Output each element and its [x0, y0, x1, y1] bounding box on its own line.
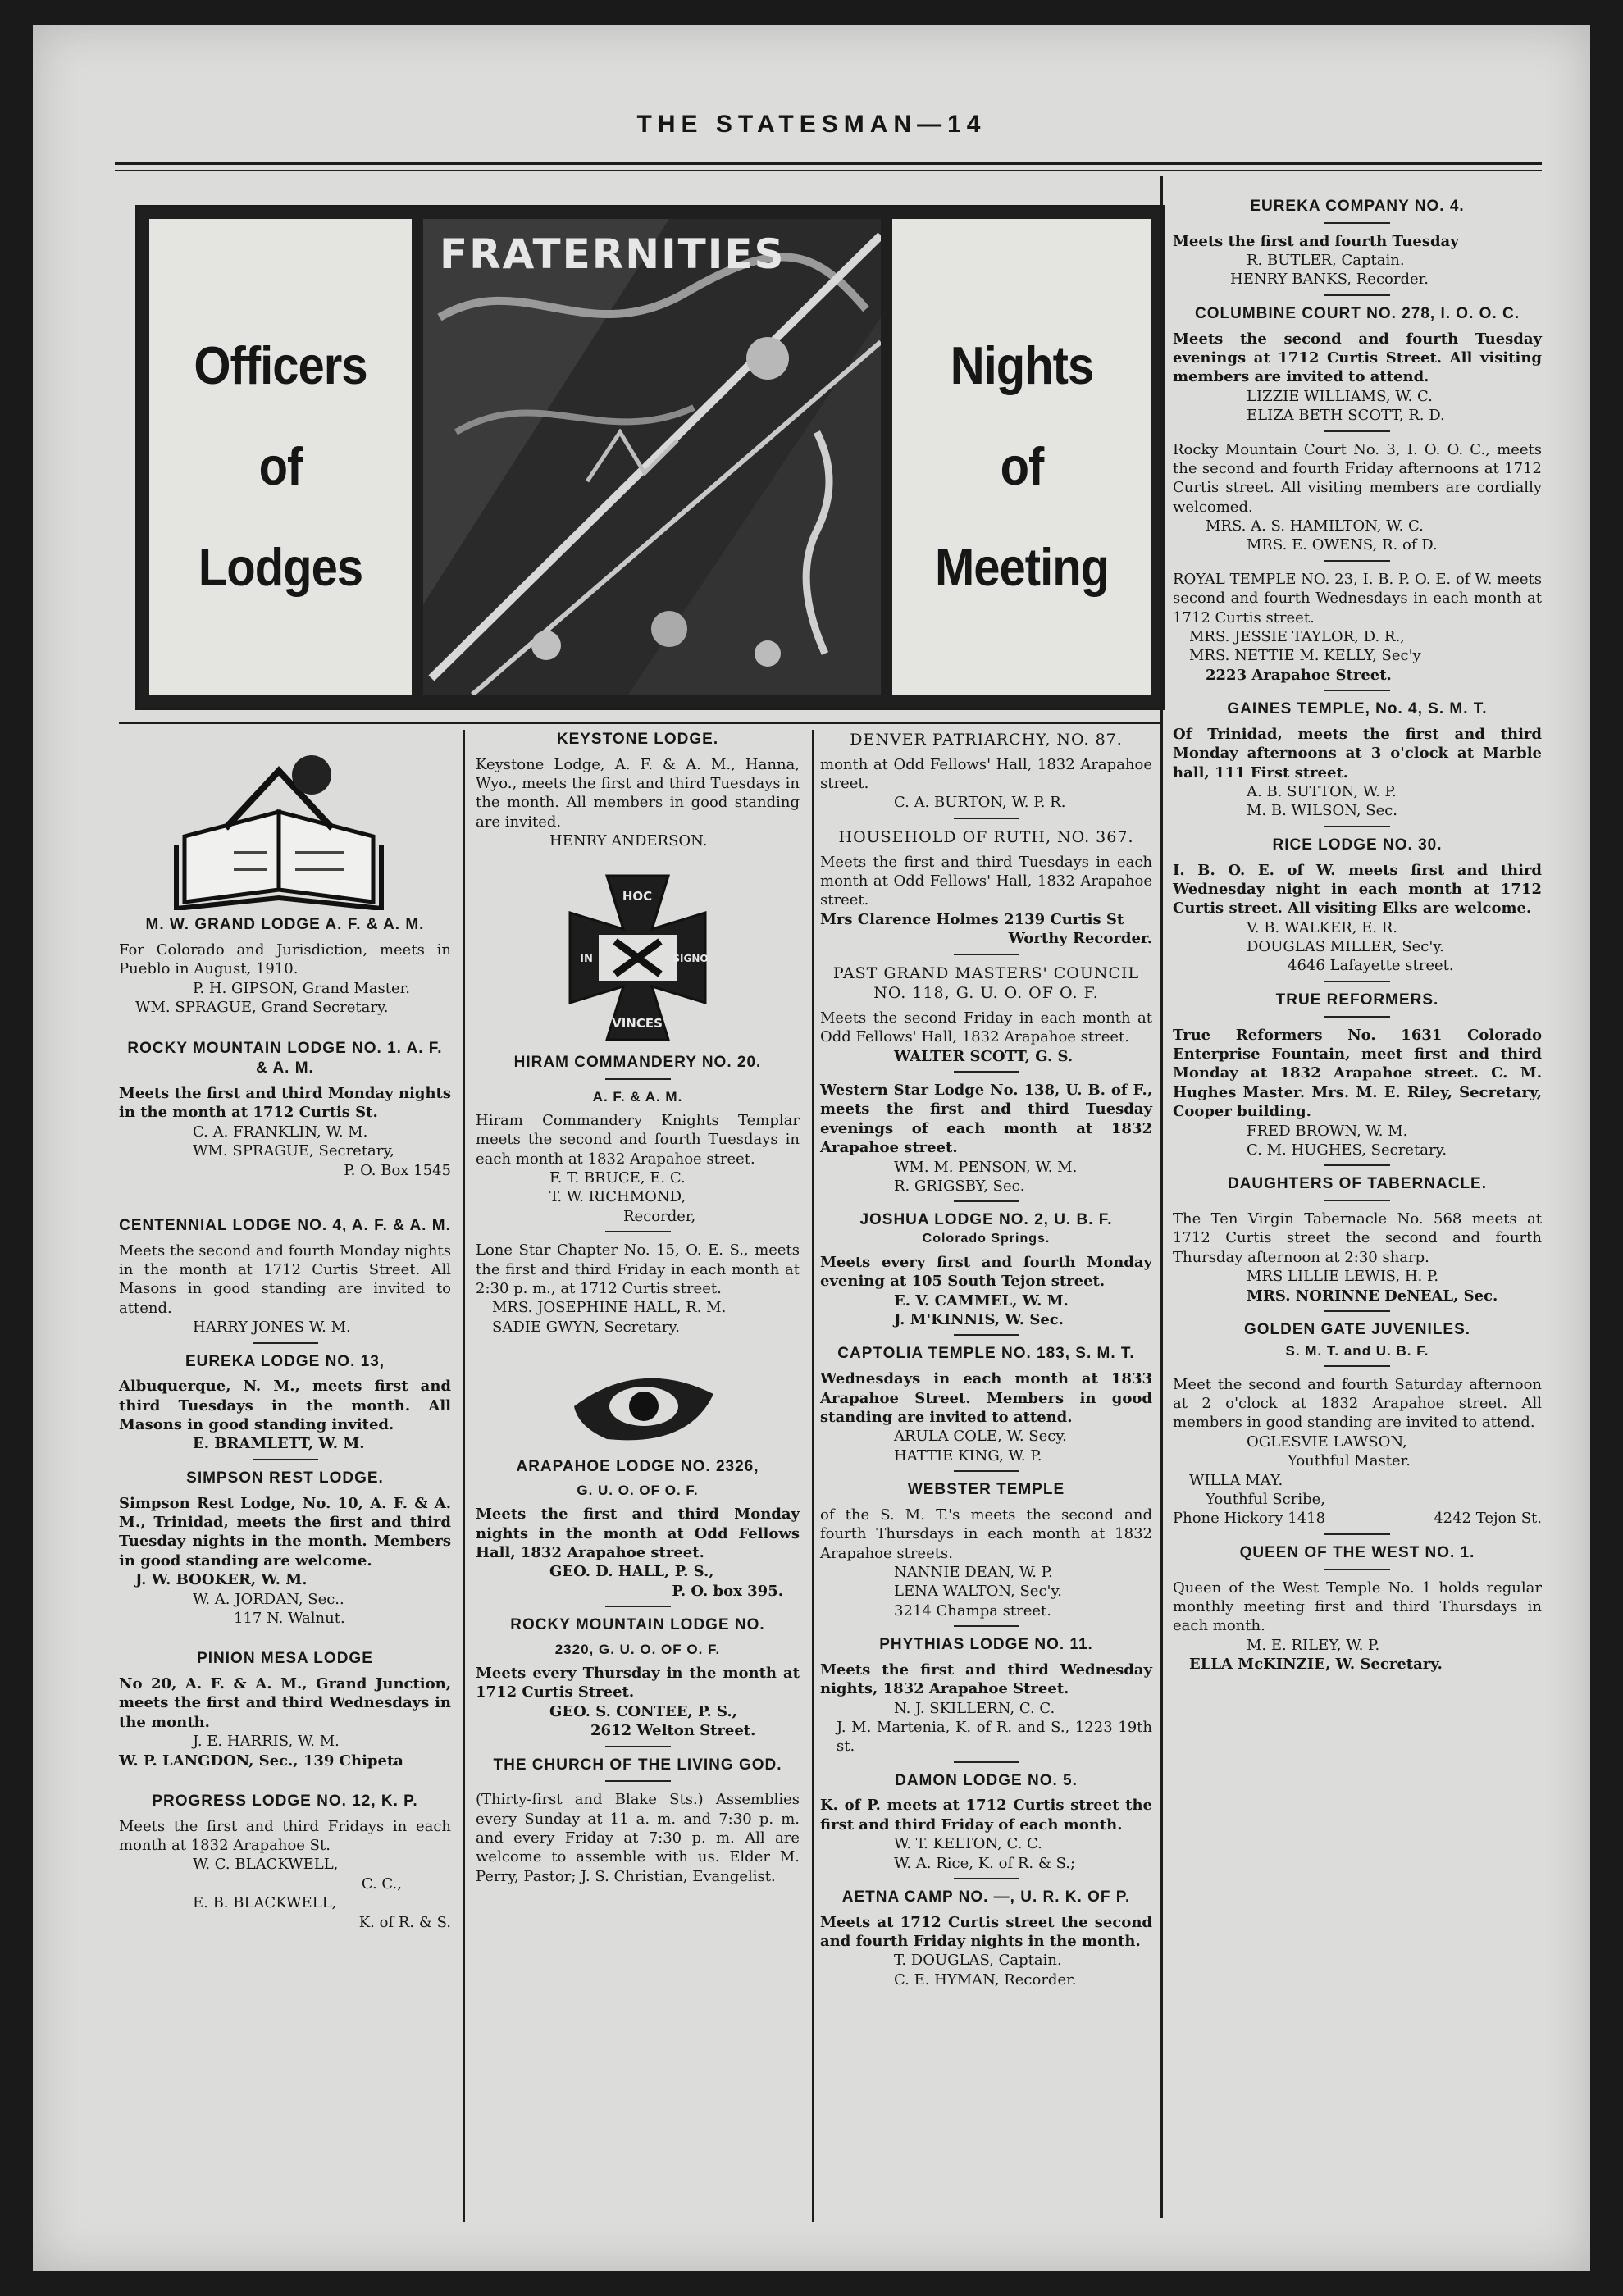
rocky-mountain-lodge-text: Meets the first and third Monday nights in the month at 1712 Curtis St.: [119, 1085, 451, 1122]
queen-west-text: Queen of the West Temple No. 1 holds regular monthly meeting first and third Thursdays in each month.: [1173, 1578, 1542, 1635]
damon-lodge-cc: W. T. KELTON, C. C.: [894, 1835, 1042, 1853]
phythias-lodge-title: PHYTHIAS LODGE NO. 11.: [879, 1636, 1093, 1654]
true-reformers-text: True Reformers No. 1631 Colorado Enterprise Fountain, meet first and third Monday at 1832 Arapahoe street. C. M. Hughes Master. Mrs. M. E. Riley, Secretary, Cooper building.: [1173, 1026, 1542, 1121]
denver-patriarchy-text: month at Odd Fellows' Hall, 1832 Arapahoe street.: [820, 755, 1152, 793]
joshua-lodge-sec: J. M'KINNIS, W. Sec.: [894, 1311, 1064, 1329]
eureka-company-captain: R. BUTLER, Captain.: [1247, 252, 1405, 270]
rocky-mountain-lodge-title: ROCKY MOUNTAIN LODGE NO. 1. A. F. & A. M.: [127, 1039, 443, 1077]
simpson-rest-lodge-title: SIMPSON REST LODGE.: [186, 1469, 384, 1487]
grand-lodge-title: M. W. GRAND LODGE A. F. & A. M.: [145, 916, 425, 934]
aetna-camp-recorder: C. E. HYMAN, Recorder.: [894, 1970, 1077, 1988]
banner-left-line-3: Lodges: [198, 538, 363, 599]
royal-temple-dr: MRS. JESSIE TAYLOR, D. R.,: [1189, 628, 1405, 646]
column-divider-2: [812, 730, 814, 2222]
banner-left-line-2: of: [258, 437, 303, 497]
progress-lodge-krs-name: E. B. BLACKWELL,: [193, 1894, 337, 1912]
aetna-camp-captain: T. DOUGLAS, Captain.: [894, 1952, 1062, 1970]
golden-gate-juveniles-contact: [1173, 1509, 1542, 1528]
golden-gate-juveniles-title: GOLDEN GATE JUVENILES.: [1243, 1320, 1471, 1338]
column-3: [820, 730, 1152, 1989]
joshua-lodge-title: JOSHUA LODGE NO. 2, U. B. F.: [859, 1211, 1113, 1229]
column-2: [476, 730, 800, 1886]
captolia-temple-wp: HATTIE KING, W. P.: [894, 1446, 1042, 1465]
captolia-temple-title: CAPTOLIA TEMPLE NO. 183, S. M. T.: [837, 1345, 1135, 1363]
eureka-lodge-text: Albuquerque, N. M., meets first and third Tuesdays in the month. All Masons in good standing invited.: [119, 1378, 451, 1434]
daughters-tabernacle-text: The Ten Virgin Tabernacle No. 568 meets at 1712 Curtis street the second and fourth Thursday afternoon at 2:30 sharp.: [1173, 1210, 1542, 1266]
queen-west-wp: M. E. RILEY, W. P.: [1247, 1636, 1380, 1654]
rocky-mountain-odd-fellows-title: ROCKY MOUNTAIN LODGE NO.: [510, 1616, 765, 1634]
captolia-temple-text: Wednesdays in each month at 1833 Arapahoe Street. Members in good standing are invited to attend.: [820, 1370, 1152, 1426]
arapahoe-lodge-ps: GEO. D. HALL, P. S.,: [549, 1563, 714, 1581]
eureka-company-text: Meets the first and fourth Tuesday: [1173, 232, 1459, 250]
daughters-tabernacle-title: DAUGHTERS OF TABERNACLE.: [1227, 1175, 1488, 1193]
progress-lodge-cc-name: W. C. BLACKWELL,: [193, 1856, 339, 1874]
household-ruth-text: Meets the first and third Tuesdays in each month at Odd Fellows' Hall, 1832 Arapahoe street.: [820, 853, 1152, 909]
rice-lodge-er: V. B. WALKER, E. R.: [1247, 918, 1397, 936]
cross-right-word: SIGNO: [672, 952, 709, 964]
banner-left-panel: [149, 219, 412, 695]
eye-emblem: [476, 1361, 800, 1451]
column-4: [1173, 197, 1542, 1674]
golden-gate-juveniles-text: Meet the second and fourth Saturday afternoon at 2 o'clock at 1832 Arapahoe street. All members in good standing are invited to attend.: [1173, 1375, 1542, 1432]
cross-top-word: HOC: [622, 888, 653, 904]
damon-lodge-krs: W. A. Rice, K. of R. & S.;: [894, 1854, 1076, 1872]
simpson-rest-lodge-sec: W. A. JORDAN, Sec..: [193, 1590, 344, 1608]
arapahoe-lodge-subtitle: G. U. O. OF O. F.: [577, 1483, 699, 1499]
royal-temple-text: ROYAL TEMPLE NO. 23, I. B. P. O. E. of W. meets second and fourth Wednesdays in each month at 1712 Curtis street.: [1173, 570, 1542, 626]
webster-temple-secy: LENA WALTON, Sec'y.: [894, 1583, 1062, 1601]
banner-right-panel: [892, 219, 1151, 695]
household-ruth-recorder: Worthy Recorder.: [1008, 930, 1152, 948]
past-grand-masters-gs: WALTER SCOTT, G. S.: [894, 1047, 1074, 1065]
columbine-court-title: COLUMBINE COURT NO. 278, I. O. O. C.: [1195, 304, 1520, 322]
rice-lodge-text: I. B. O. E. of W. meets first and third Wednesday night in each month at 1712 Curtis street. All visiting Elks are welcome.: [1173, 861, 1542, 918]
lone-star-chapter-rm: MRS. JOSEPHINE HALL, R. M.: [492, 1299, 727, 1317]
gaines-temple-text: Of Trinidad, meets the first and third Monday afternoons at 3 o'clock at Marble hall, 111 First street.: [1173, 725, 1542, 781]
centennial-lodge-wm: HARRY JONES W. M.: [193, 1319, 351, 1337]
golden-gate-juveniles-address: 4242 Tejon St.: [1434, 1510, 1542, 1528]
column-divider-1: [463, 730, 465, 2222]
rice-lodge-address: 4646 Lafayette street.: [1288, 957, 1454, 975]
simpson-rest-lodge-text: Simpson Rest Lodge, No. 10, A. F. & A. M., Trinidad, meets the first and third Tuesday nights in the month. Members in good standing are welcome.: [119, 1494, 451, 1569]
rocky-mountain-odd-fellows-subtitle: 2320, G. U. O. OF O. F.: [554, 1641, 721, 1657]
lone-star-chapter-secretary: SADIE GWYN, Secretary.: [492, 1318, 680, 1336]
captolia-temple-secy: ARULA COLE, W. Secy.: [894, 1428, 1067, 1446]
queen-west-secretary: ELLA McKINZIE, W. Secretary.: [1189, 1656, 1443, 1674]
gaines-temple-wp: A. B. SUTTON, W. P.: [1247, 783, 1397, 801]
grand-lodge-text: For Colorado and Jurisdiction, meets in Pueblo in August, 1910.: [119, 941, 451, 978]
gaines-temple-title: GAINES TEMPLE, No. 4, S. M. T.: [1227, 700, 1488, 718]
true-reformers-title: TRUE REFORMERS.: [1275, 991, 1439, 1009]
arapahoe-lodge-title: ARAPAHOE LODGE NO. 2326,: [516, 1457, 759, 1475]
fraternities-illustration: [423, 219, 881, 695]
centennial-lodge-title: CENTENNIAL LODGE NO. 4, A. F. & A. M.: [119, 1216, 451, 1234]
hiram-commandery-ec: F. T. BRUCE, E. C.: [549, 1168, 686, 1187]
progress-lodge-title: PROGRESS LODGE NO. 12, K. P.: [152, 1792, 418, 1810]
rocky-mountain-court-wc: MRS. A. S. HAMILTON, W. C.: [1206, 517, 1424, 535]
keystone-lodge-title: KEYSTONE LODGE.: [556, 731, 719, 748]
fraternities-title: FRATERNITIES: [440, 230, 786, 278]
golden-gate-juveniles-master: Youthful Master.: [1288, 1452, 1411, 1470]
rocky-mountain-lodge-secretary: WM. SPRAGUE, Secretary,: [193, 1142, 394, 1160]
grand-lodge-secretary: WM. SPRAGUE, Grand Secretary.: [135, 999, 389, 1017]
eureka-company-recorder: HENRY BANKS, Recorder.: [1230, 271, 1429, 289]
pinion-mesa-lodge-sec: W. P. LANGDON, Sec., 139 Chipeta: [119, 1752, 403, 1770]
church-living-god-text: (Thirty-first and Blake Sts.) Assemblies every Sunday at 11 a. m. and 7:30 p. m. and every Friday at 7:30 p. m. All are welcome to assemble with us. Elder M. Perry, Pastor; J. S. Christian, Evangelist.: [476, 1791, 800, 1885]
rocky-mountain-odd-fellows-text: Meets every Thursday in the month at 1712 Curtis Street.: [476, 1665, 800, 1702]
fraternities-banner: [135, 205, 1165, 710]
damon-lodge-text: K. of P. meets at 1712 Curtis street the first and third Friday of each month.: [820, 1797, 1152, 1834]
western-star-lodge-wm: WM. M. PENSON, W. M.: [894, 1158, 1078, 1176]
centennial-lodge-text: Meets the second and fourth Monday nights in the month at 1712 Curtis Street. All Masons in good standing are invited to attend.: [119, 1241, 451, 1317]
rocky-mountain-odd-fellows-address: 2612 Welton Street.: [590, 1722, 756, 1740]
templar-cross-emblem: [476, 868, 800, 1048]
rocky-mountain-court-rd: MRS. E. OWENS, R. of D.: [1247, 536, 1438, 554]
webster-temple-address: 3214 Champa street.: [894, 1601, 1052, 1620]
banner-right-line-3: Meeting: [934, 538, 1110, 599]
western-star-lodge-text: Western Star Lodge No. 138, U. B. of F., meets the first and third Tuesday evenings of each month at 1832 Arapahoe street.: [820, 1082, 1152, 1157]
gaines-temple-sec: M. B. WILSON, Sec.: [1247, 802, 1398, 820]
eureka-lodge-title: EUREKA LODGE NO. 13,: [185, 1352, 385, 1370]
hiram-commandery-text: Hiram Commandery Knights Templar meets the second and fourth Tuesdays in each month at 1832 Arapahoe street.: [476, 1111, 800, 1168]
household-ruth-title: HOUSEHOLD OF RUTH, NO. 367.: [838, 827, 1134, 846]
rocky-mountain-lodge-wm: C. A. FRANKLIN, W. M.: [193, 1123, 368, 1141]
golden-gate-juveniles-scribe: Youthful Scribe,: [1206, 1491, 1325, 1509]
denver-patriarchy-title: DENVER PATRIARCHY, NO. 87.: [850, 731, 1123, 749]
royal-temple-secy: MRS. NETTIE M. KELLY, Sec'y: [1189, 647, 1421, 665]
webster-temple-wp: NANNIE DEAN, W. P.: [894, 1563, 1053, 1581]
daughters-tabernacle-hp: MRS LILLIE LEWIS, H. P.: [1247, 1268, 1439, 1286]
masthead: THE STATESMAN—14: [636, 111, 987, 138]
rice-lodge-title: RICE LODGE NO. 30.: [1272, 836, 1443, 854]
masthead-rule-2: [115, 170, 1542, 171]
banner-right-line-1: Nights: [950, 335, 1094, 396]
true-reformers-secretary: C. M. HUGHES, Secretary.: [1247, 1141, 1447, 1159]
golden-gate-juveniles-master-name: OGLESVIE LAWSON,: [1247, 1433, 1407, 1451]
denver-patriarchy-wpr: C. A. BURTON, W. P. R.: [894, 794, 1066, 812]
phythias-lodge-text: Meets the first and third Wednesday nights, 1832 Arapahoe Street.: [820, 1660, 1152, 1698]
household-ruth-recorder-name: Mrs Clarence Holmes 2139 Curtis St: [820, 910, 1124, 928]
banner-right-line-2: of: [1000, 437, 1044, 497]
phythias-lodge-cc: N. J. SKILLERN, C. C.: [894, 1699, 1055, 1717]
lone-star-chapter-text: Lone Star Chapter No. 15, O. E. S., meets the first and third Friday in each month at 2:30 p. m., at 1712 Curtis street.: [476, 1241, 800, 1297]
aetna-camp-title: AETNA CAMP NO. —, U. R. K. OF P.: [841, 1888, 1131, 1906]
western-star-lodge-sec: R. GRIGSBY, Sec.: [894, 1178, 1025, 1195]
rocky-mountain-lodge-box: P. O. Box 1545: [344, 1161, 451, 1179]
past-grand-masters-title: PAST GRAND MASTERS' COUNCIL NO. 118, G. U. O. OF O. F.: [832, 963, 1140, 1003]
hiram-commandery-title: HIRAM COMMANDERY NO. 20.: [513, 1054, 762, 1072]
arapahoe-lodge-text: Meets the first and third Monday nights in the month at Odd Fellows Hall, 1832 Arapahoe street.: [476, 1506, 800, 1562]
golden-gate-juveniles-scribe-name: WILLA MAY.: [1189, 1471, 1283, 1489]
newspaper-page: [33, 25, 1590, 2271]
royal-temple-address: 2223 Arapahoe Street.: [1206, 666, 1392, 684]
rocky-mountain-odd-fellows-ps: GEO. S. CONTEE, P. S.,: [549, 1702, 737, 1720]
banner-left-line-1: Officers: [194, 335, 367, 396]
phythias-lodge-krs: J. M. Martenia, K. of R. and S., 1223 19th st.: [837, 1718, 1152, 1756]
masonic-book-emblem: [119, 746, 451, 910]
queen-west-title: QUEEN OF THE WEST NO. 1.: [1239, 1543, 1475, 1561]
progress-lodge-krs: K. of R. & S.: [358, 1913, 451, 1931]
damon-lodge-title: DAMON LODGE NO. 5.: [895, 1771, 1078, 1789]
rice-lodge-secy: DOUGLAS MILLER, Sec'y.: [1247, 938, 1444, 956]
arapahoe-lodge-box: P. O. box 395.: [672, 1582, 783, 1600]
rocky-mountain-court-text: Rocky Mountain Court No. 3, I. O. O. C., meets the second and fourth Friday afternoons at 1712 Curtis street. All visiting members are cordially welcomed.: [1173, 440, 1542, 516]
keystone-lodge-name: HENRY ANDERSON.: [549, 832, 708, 850]
pinion-mesa-lodge-title: PINION MESA LODGE: [197, 1650, 373, 1668]
joshua-lodge-wm: E. V. CAMMEL, W. M.: [894, 1292, 1069, 1310]
hiram-commandery-subtitle: A. F. & A. M.: [592, 1088, 683, 1105]
joshua-lodge-subtitle: Colorado Springs.: [922, 1232, 1051, 1246]
daughters-tabernacle-sec: MRS. NORINNE DeNEAL, Sec.: [1247, 1287, 1498, 1305]
cross-left-word: IN: [580, 952, 593, 965]
masthead-rule-1: [115, 162, 1542, 165]
golden-gate-juveniles-phone: Phone Hickory 1418: [1173, 1510, 1326, 1528]
pinion-mesa-lodge-text: No 20, A. F. & A. M., Grand Junction, meets the first and third Wednesdays in the month.: [119, 1674, 451, 1731]
hiram-commandery-recorder-name: T. W. RICHMOND,: [549, 1188, 686, 1206]
progress-lodge-cc: C. C.,: [361, 1875, 402, 1893]
pinion-mesa-lodge-wm: J. E. HARRIS, W. M.: [193, 1733, 340, 1751]
joshua-lodge-text: Meets every first and fourth Monday evening at 105 South Tejon street.: [820, 1253, 1152, 1291]
church-living-god-title: THE CHURCH OF THE LIVING GOD.: [493, 1756, 782, 1774]
eureka-lodge-wm: E. BRAMLETT, W. M.: [193, 1435, 365, 1453]
webster-temple-title: WEBSTER TEMPLE: [907, 1481, 1065, 1499]
column-1: [119, 746, 451, 1932]
past-grand-masters-text: Meets the second Friday in each month at Odd Fellows' Hall, 1832 Arapahoe street.: [820, 1009, 1152, 1046]
eureka-company-title: EUREKA COMPANY NO. 4.: [1250, 198, 1465, 215]
simpson-rest-lodge-address: 117 N. Walnut.: [234, 1609, 345, 1627]
columbine-court-rd: ELIZA BETH SCOTT, R. D.: [1247, 407, 1445, 425]
cross-bottom-word: VINCES: [612, 1015, 663, 1031]
grand-lodge-master: P. H. GIPSON, Grand Master.: [193, 979, 410, 997]
columbine-court-text: Meets the second and fourth Tuesday evenings at 1712 Curtis Street. All visiting members are invited to attend.: [1173, 330, 1542, 386]
progress-lodge-text: Meets the first and third Fridays in each month at 1832 Arapahoe St.: [119, 1817, 451, 1854]
keystone-lodge-text: Keystone Lodge, A. F. & A. M., Hanna, Wyo., meets the first and third Tuesdays in the month. All members in good standing are invited.: [476, 755, 800, 831]
hiram-commandery-recorder: Recorder,: [623, 1207, 696, 1225]
simpson-rest-lodge-wm: J. W. BOOKER, W. M.: [135, 1571, 308, 1589]
aetna-camp-text: Meets at 1712 Curtis street the second and fourth Friday nights in the month.: [820, 1913, 1152, 1951]
columbine-court-wc: LIZZIE WILLIAMS, W. C.: [1247, 387, 1433, 405]
golden-gate-juveniles-subtitle: S. M. T. and U. B. F.: [1285, 1342, 1429, 1359]
true-reformers-wm: FRED BROWN, W. M.: [1247, 1122, 1408, 1140]
webster-temple-text: of the S. M. T.'s meets the second and fourth Thursdays in each month at 1832 Arapahoe streets.: [820, 1506, 1152, 1562]
right-column-divider: [1160, 176, 1163, 2218]
banner-bottom-rule: [119, 722, 1160, 724]
